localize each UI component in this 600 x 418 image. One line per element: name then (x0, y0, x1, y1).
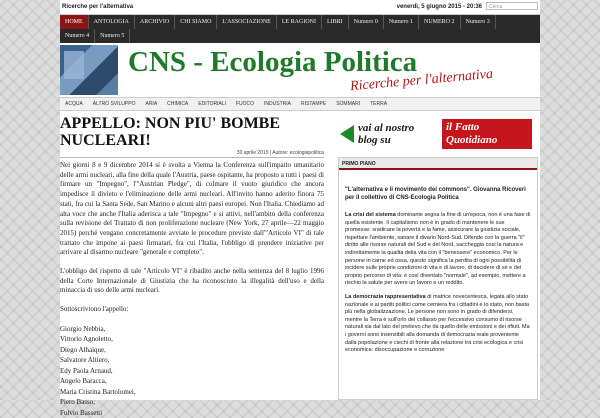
category-editoriali[interactable]: EDITORIALI (198, 101, 226, 107)
primo-piano-box (338, 157, 538, 400)
signer: Salvatore Altiero, (60, 356, 110, 365)
category-fuoco[interactable]: FUOCO (235, 101, 255, 107)
nav-item-chi-siamo[interactable]: CHI SIAMO (175, 15, 217, 29)
top-bar (60, 0, 540, 15)
paragraph-text: di matrice novecentesca, legata allo stato nazionale e ai partiti politici come cerniera fra i cittadini e lo stato, non basta più nella globalizzazione. Le persone non sono in grado di difendersi, mentre la Terra è sull'orlo del collasso per l'eccessivo consumo di risorse naturali sia dal lato del prelievo che da quello delle emissioni e dei rifiuti. Ma i governi sono insensibili alla domanda di democrazia reale proveniente dalla popolazione e ciechi di fronte alla relazione tra crisi ecologica e crisi economica: disoccupazione e corruzione (345, 293, 530, 354)
article (60, 115, 326, 417)
category-ristampe[interactable]: RISTAMPE (301, 101, 327, 107)
nav-item-associazione[interactable]: L'ASSOCIAZIONE (217, 15, 276, 29)
category-chimica[interactable]: CHIMICA (167, 101, 189, 107)
header-collage-image (60, 45, 118, 95)
main-nav-row-2 (60, 29, 130, 43)
main-navigation (60, 15, 540, 43)
site-subtitle: Ricerche per l'alternativa (349, 66, 494, 95)
page-container (60, 15, 540, 417)
nav-item-numero-0[interactable]: Numero 0 (349, 15, 384, 29)
category-acqua[interactable]: ACQUA (65, 101, 83, 107)
site-title[interactable]: CNS - Ecologia Politica (128, 46, 418, 78)
signer: Piero Basso, (60, 398, 95, 407)
arrow-left-icon (340, 125, 354, 143)
article-body (60, 161, 324, 418)
article-paragraph: Nei giorni 8 e 9 dicembre 2014 si è svolta a Vienna la Conferenza sull'impatto umanitario delle armi nucleari, alla fine della quale l'Austria, paese ospitante, ha proposto a tutti i paesi di firmare un "Impegno", l'"Austrian Pledge", di colmare il vuoto giuridico che ancora impedisce il divieto e l'eliminazione delle armi nucleari. All'invito hanno aderito finora 75 stati, fra cui la Santa Sede, San Marino e alcuni altri paesi europei. Non l'Italia. Chiediamo ad alta voce che anche l'Italia aderisca a tale "Impegno" e si attivi, nell'ambito della conferenza sulla revisione del Trattato di non proliferazione nucleare (New York, 27 aprile—22 maggio 2015) perché vengano concretamente avviate le procedure previste dall'"Articolo VI" di tale trattato che impone ai paesi firmatari, fra cui l'Italia, l'obbligo di prendere iniziative per arrivare al disarmo nucleare "generale e completo". (60, 161, 324, 257)
blog-banner[interactable] (338, 115, 538, 153)
signer: Vittorio Agnoletto, (60, 335, 113, 344)
signer: Fulvio Bassetti (60, 408, 103, 417)
category-industria[interactable]: INDUSTRIA (264, 101, 291, 107)
logo-line-1: il Fatto (446, 121, 480, 133)
signers-intro: Sottoscriviono l'appello: (60, 305, 129, 314)
nav-item-numero-1[interactable]: Numero 1 (384, 15, 419, 29)
signer: Angelo Baracca, (60, 377, 107, 386)
site-tagline: Ricerche per l'alternativa (62, 4, 134, 10)
nav-item-antologia[interactable]: ANTOLOGIA (89, 15, 135, 29)
box-paragraph (345, 294, 531, 355)
site-header (60, 43, 540, 97)
category-sommari[interactable]: SOMMARI (336, 101, 361, 107)
nav-item-libri[interactable]: LIBRI (322, 15, 349, 29)
search-input[interactable]: Cerca (486, 2, 538, 10)
il-fatto-quotidiano-logo[interactable] (442, 119, 532, 149)
sidebar (338, 115, 538, 400)
category-terra[interactable]: TERRA (370, 101, 388, 107)
signers-list (60, 324, 324, 418)
logo-line-2: Quotidiano (446, 134, 498, 146)
banner-text: vai al nostro blog su (358, 122, 415, 146)
nav-item-numero-3[interactable]: Numero 3 (461, 15, 496, 29)
signer: Edy Paola Arnaud, (60, 366, 113, 375)
category-aria[interactable]: ARIA (145, 101, 158, 107)
nav-item-archivio[interactable]: ARCHIVIO (135, 15, 175, 29)
signer: Diego Alhaique, (60, 345, 106, 354)
current-date: venerdì, 5 giugno 2015 - 20:36 (396, 4, 482, 10)
paragraph-text: dominante segna la fine di un'epoca, non è una fase di quella esistente. Il capitalismo non è in grado di mantenere le sue promesse: sradicare la povertà e la fame, assicurare la giustizia sociale, rispettare l'ambiente, sanare il divario Nord-Sud. Difende con la guerra "il" diritto alle risorse naturali del Sud e del Nord, saccheggia così la natura e indirettamente la qualità della vita con il "benessere" economico. Per le persone in carne ed ossa, questo significa la perdita di ogni possibilità di incidere sulle proprie condizioni di vita e di lavoro, di decidere di sé e del proprio percorso di vita: è così diventato "normale", ad esempio, mettere a rischio la salute per avere un lavoro e un reddito. (345, 212, 531, 287)
nav-item-le-ragioni[interactable]: LE RAGIONI (277, 15, 322, 29)
nav-item-numero-4[interactable]: Numero 4 (60, 29, 95, 43)
article-title[interactable]: APPELLO: NON PIU' BOMBE NUCLEARI! (60, 115, 281, 149)
box-body (345, 186, 531, 361)
paragraph-lead: La democrazia rappresentativa (345, 293, 426, 300)
nav-item-numero-5[interactable]: Numero 5 (95, 29, 130, 43)
category-altro-sviluppo[interactable]: ALTRO SVILUPPO (92, 101, 136, 107)
paragraph-lead: La crisi del sistema (345, 212, 396, 218)
main-nav-row-1 (60, 15, 496, 29)
category-navigation (60, 97, 540, 111)
article-paragraph: L'obbligo del rispetto di tale "Articolo VI" è ribadito anche nella sentenza del 8 luglio 1996 della Corte Internazionale di Giustizia che ha riconosciuto la illegalità dell'uso e della minaccia di uso delle armi nucleari. (60, 267, 324, 295)
box-heading: PRIMO PIANO (339, 158, 537, 170)
article-meta: 30 aprile 2015 | Autore: ecologiapolitica (60, 149, 324, 158)
signer: Maria Cristina Bartolomei, (60, 387, 136, 396)
signer: Giorgio Nebbia, (60, 324, 106, 333)
nav-item-home[interactable]: HOME (60, 15, 89, 29)
feature-title[interactable]: "L'alternativa e il movimento dei commons". Giovanna Ricoveri per il collettivo di CNS-Ecologia Politica (345, 187, 526, 201)
box-paragraph (345, 212, 531, 288)
nav-item-numero-2[interactable]: NUMERO 2 (419, 15, 461, 29)
